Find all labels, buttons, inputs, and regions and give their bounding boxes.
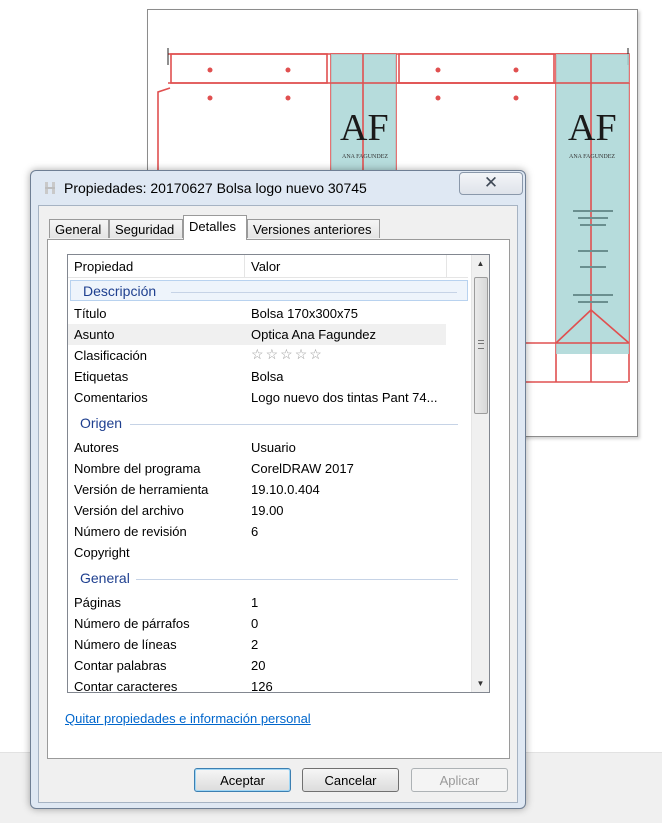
property-value[interactable]: 2 [251,637,259,652]
property-name: Número de líneas [74,637,177,652]
list-item[interactable] [68,542,446,563]
cancel-button[interactable]: Cancelar [302,768,399,792]
property-value[interactable]: Bolsa 170x300x75 [251,306,358,321]
close-button[interactable] [459,172,523,195]
tab-label: Seguridad [115,222,175,237]
list-item[interactable] [68,324,446,345]
logo-subtext-left: ANA FAGUNDEZ [342,154,389,160]
list-header [68,255,468,278]
property-name: Número de revisión [74,524,187,539]
property-value[interactable]: 20 [251,658,266,673]
property-name: Versión del archivo [74,503,184,518]
property-value[interactable]: Usuario [251,440,296,455]
grip-icon [478,340,484,349]
property-name: Clasificación [74,348,147,363]
logo-text-left: AF [340,107,389,149]
list-item[interactable] [68,500,446,521]
properties-list[interactable] [67,254,490,693]
list-item[interactable] [68,345,446,366]
scroll-down-arrow-icon[interactable]: ▼ [476,679,485,688]
star-icon[interactable]: ☆ [265,346,281,362]
remove-properties-link[interactable]: Quitar propiedades e información personal [65,711,311,726]
star-icon[interactable]: ☆ [251,346,266,362]
column-divider[interactable] [446,255,447,277]
tab-label: Versiones anteriores [253,222,372,237]
property-value[interactable]: 19.10.0.404 [251,482,320,497]
property-name: Páginas [74,595,121,610]
tab-seguridad[interactable] [109,219,183,238]
properties-dialog [30,170,526,809]
column-divider[interactable] [244,255,245,277]
property-name: Contar caracteres [74,679,178,693]
property-name: Asunto [74,327,115,342]
list-item[interactable] [68,366,446,387]
list-item[interactable] [68,613,446,634]
property-value[interactable]: 19.00 [251,503,284,518]
property-name: Contar palabras [74,658,167,673]
tab-detalles[interactable] [183,215,247,240]
list-item[interactable] [68,521,446,542]
list-item[interactable] [68,303,446,324]
property-name: Copyright [74,545,130,560]
property-name: Versión de herramienta [74,482,209,497]
group-divider [136,579,458,580]
dialog-title: Propiedades: 20170627 Bolsa logo nuevo 30745 [64,180,367,196]
tab-label: General [55,222,102,237]
logo-subtext-right: ANA FAGUNDEZ [569,154,616,160]
scroll-thumb[interactable] [474,277,488,414]
list-item[interactable] [68,676,446,693]
group-header-descripcion[interactable] [70,280,468,301]
column-header-value[interactable]: Valor [251,259,281,274]
property-name: Título [74,306,107,321]
property-value[interactable]: 1 [251,595,259,610]
list-item[interactable] [68,437,446,458]
property-value[interactable]: 126 [251,679,273,693]
property-name: Etiquetas [74,369,129,384]
property-value[interactable]: Optica Ana Fagundez [251,327,377,342]
list-item[interactable] [68,479,446,500]
group-divider [171,292,457,293]
group-header-origen[interactable] [68,413,468,434]
group-label: Descripción [83,283,157,299]
vertical-scrollbar[interactable] [471,255,489,692]
close-icon: ✕ [483,173,499,192]
column-header-property[interactable]: Propiedad [74,259,134,274]
details-panel [47,239,510,759]
property-name: Nombre del programa [74,461,201,476]
group-label: General [80,570,130,586]
star-icon[interactable]: ☆ [309,346,324,362]
property-value[interactable]: 0 [251,616,259,631]
property-name: Autores [74,440,119,455]
group-label: Origen [80,415,123,431]
dialog-body [38,205,518,803]
property-value[interactable]: 6 [251,524,259,539]
list-item[interactable] [68,458,446,479]
property-name: Comentarios [74,390,148,405]
star-icon[interactable]: ☆ [294,346,310,362]
property-value[interactable]: Bolsa [251,369,284,384]
property-value[interactable]: CorelDRAW 2017 [251,461,354,476]
list-item[interactable] [68,592,446,613]
tab-general[interactable] [49,219,109,238]
tab-versiones-anteriores[interactable] [247,219,380,238]
group-header-general[interactable] [68,568,468,589]
list-item[interactable] [68,387,446,408]
logo-text-right: AF [568,107,617,149]
group-divider [130,424,458,425]
rating-stars[interactable] [251,346,324,363]
property-value[interactable]: Logo nuevo dos tintas Pant 74... [251,390,438,405]
list-item[interactable] [68,634,446,655]
star-icon[interactable]: ☆ [280,346,295,362]
property-name: Número de párrafos [74,616,190,631]
title-bar[interactable] [31,171,525,205]
tab-label: Detalles [189,219,236,234]
list-item[interactable] [68,655,446,676]
apply-button[interactable]: Aplicar [411,768,508,792]
scroll-up-arrow-icon[interactable]: ▲ [476,259,485,268]
ok-button[interactable]: Aceptar [194,768,291,792]
file-icon [43,181,59,195]
